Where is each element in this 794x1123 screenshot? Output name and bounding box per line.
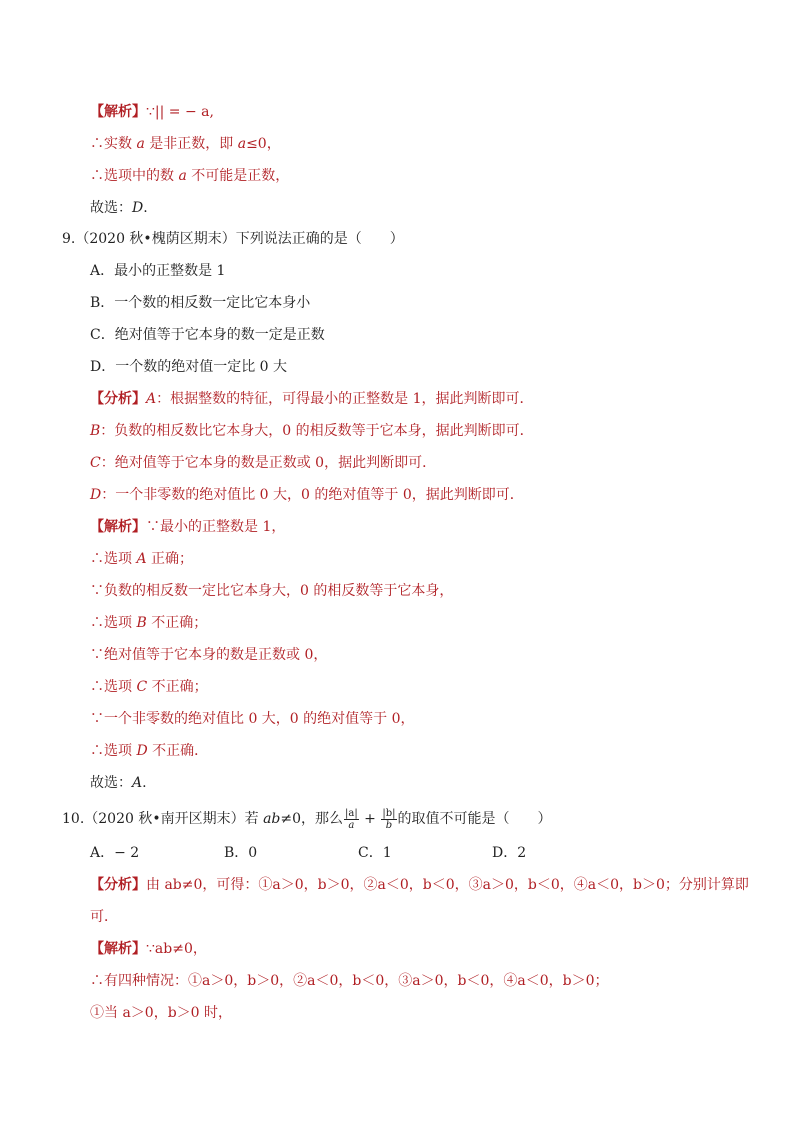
text: 10.（2020 秋•南开区期末）若 — [62, 811, 264, 827]
text: ∵负数的相反数一定比它本身大，0 的相反数等于它本身， — [90, 583, 454, 599]
text: ∵绝对值等于它本身的数是正数或 0， — [90, 647, 328, 663]
text: . — [142, 775, 147, 791]
text: ∵最小的正整数是 1， — [146, 519, 286, 535]
fraction-abs-b-over-b — [381, 808, 396, 831]
text: ≤0， — [246, 136, 281, 152]
q10-stem — [62, 806, 754, 832]
q9-jiexi-line-7 — [90, 709, 754, 729]
q9-answer — [90, 773, 754, 793]
text: 的取值不可能是（ ） — [397, 811, 552, 827]
q9-fenxi-line-3 — [90, 453, 754, 473]
jiexi-tag: 【解析】 — [90, 941, 146, 957]
fenxi-tag: 【分析】 — [90, 391, 146, 407]
jiexi-tag: 【解析】 — [90, 519, 146, 535]
q9-option-d: D．一个数的绝对值一定比 0 大 — [90, 359, 288, 375]
q10-jiexi-line-2: ∴有四种情况：①a＞0，b＞0，②a＜0，b＜0，③a＞0，b＜0，④a＜0，b＞0； — [90, 973, 609, 989]
q10-option-a: A．− 2 — [90, 845, 140, 861]
text: ：一个非零数的绝对值比 0 大，0 的绝对值等于 0，据此判断即可． — [101, 487, 524, 503]
q9-jiexi-line-4 — [90, 613, 754, 633]
q9-stem: 9.（2020 秋•槐荫区期末）下列说法正确的是（ ） — [62, 231, 404, 247]
q9-fenxi-line-1 — [90, 389, 754, 409]
var: D — [136, 743, 148, 759]
fraction-abs-a-over-a — [344, 808, 359, 831]
q10-option-b: B．0 — [224, 845, 258, 861]
text: 不可能是正数， — [186, 168, 290, 184]
text: 故选： — [90, 200, 132, 216]
var: ab — [263, 811, 281, 827]
text: ∵一个非零数的绝对值比 0 大，0 的绝对值等于 0， — [90, 711, 415, 727]
var: A — [136, 551, 147, 567]
text: ∴选项 — [90, 679, 137, 695]
text: 故选： — [90, 775, 132, 791]
var: a — [178, 168, 187, 184]
q10-fenxi-line-1 — [90, 875, 754, 895]
jiexi-tag: 【解析】 — [90, 104, 146, 120]
q9-jiexi-line-5 — [90, 645, 754, 665]
text: ∴选项 — [90, 551, 137, 567]
frac-numerator: |a| — [345, 807, 358, 819]
text: 正确； — [146, 551, 194, 567]
frac-denominator: b — [385, 819, 393, 831]
q8-jiexi-text: ∵|| = − a, — [146, 104, 214, 120]
text: . — [143, 200, 148, 216]
frac-numerator: |b| — [382, 807, 396, 819]
q10-options — [90, 843, 754, 863]
text: ≠0，那么 — [280, 811, 344, 827]
q10-jiexi-line-1 — [90, 939, 754, 959]
text: ：负数的相反数比它本身大，0 的相反数等于它本身，据此判断即可． — [100, 423, 534, 439]
fenxi-tag: 【分析】 — [90, 877, 146, 893]
text: ：根据整数的特征，可得最小的正整数是 1，据此判断即可． — [156, 391, 534, 407]
q8-jiexi-line-1 — [90, 102, 754, 122]
frac-denominator: a — [348, 819, 355, 831]
var: A — [146, 391, 157, 407]
var: B — [90, 423, 101, 439]
text: ：绝对值等于它本身的数是正数或 0，据此判断即可． — [100, 455, 437, 471]
q9-fenxi-line-4 — [90, 485, 754, 505]
text: 由 ab≠0，可得：①a＞0，b＞0，②a＜0，b＜0，③a＞0，b＜0，④a＜0，b＞0；分别计算即 — [146, 877, 749, 893]
q10-fenxi-line-2: 可． — [90, 909, 118, 925]
q9-jiexi-line-6 — [90, 677, 754, 697]
text: 不正确； — [146, 615, 208, 631]
var: C — [136, 679, 148, 695]
var: a — [237, 136, 247, 152]
q9-fenxi-line-2 — [90, 421, 754, 441]
var: D — [90, 487, 102, 503]
q9-jiexi-line-1 — [90, 517, 754, 537]
text: ∵ab≠0， — [146, 941, 207, 957]
text: 是非正数，即 — [144, 136, 238, 152]
q9-option-c: C．绝对值等于它本身的数一定是正数 — [90, 327, 325, 343]
var: A — [132, 775, 143, 791]
text: 不正确． — [147, 743, 209, 759]
text: 不正确； — [147, 679, 208, 695]
q9-jiexi-line-8 — [90, 741, 754, 761]
text: ∴选项 — [90, 615, 137, 631]
q9-jiexi-line-2 — [90, 549, 754, 569]
var: C — [90, 455, 101, 471]
plus-sign: + — [359, 811, 381, 827]
text: ∴选项中的数 — [90, 168, 179, 184]
q10-option-c: C．1 — [358, 845, 392, 861]
q8-jiexi-line-2 — [90, 134, 754, 154]
q9-option-b: B．一个数的相反数一定比它本身小 — [90, 295, 311, 311]
var: B — [136, 615, 147, 631]
q9-option-a: A．最小的正整数是 1 — [90, 263, 226, 279]
q10-jiexi-line-3: ①当 a＞0，b＞0 时， — [90, 1005, 233, 1021]
q10-option-d: D．2 — [492, 845, 527, 861]
q8-jiexi-line-3 — [90, 166, 754, 186]
var: a — [136, 136, 145, 152]
q9-jiexi-line-3 — [90, 581, 754, 601]
text: ∴实数 — [90, 136, 137, 152]
q8-answer — [90, 198, 754, 218]
var: D — [132, 200, 144, 216]
text: ∴选项 — [90, 743, 137, 759]
